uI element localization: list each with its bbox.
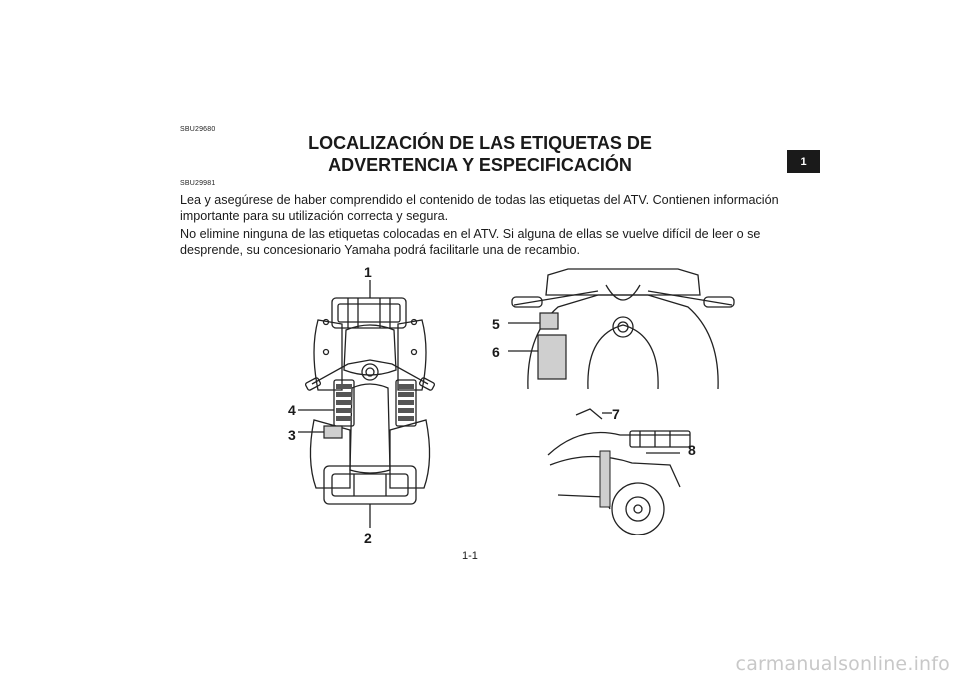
atv-side-illustration <box>540 405 700 535</box>
callout-8: 8 <box>688 442 696 458</box>
page-number: 1-1 <box>462 550 478 562</box>
paragraph-intro: Lea y asegúrese de haber comprendido el contenido de todas las etiquetas del ATV. Contienen información importante para su utilización correcta y segura. <box>180 193 779 223</box>
footer-watermark: carmanualsonline.info <box>735 653 950 675</box>
callout-2: 2 <box>364 530 372 546</box>
page-title <box>180 132 780 176</box>
title-line-1: LOCALIZACIÓN DE LAS ETIQUETAS DE <box>308 133 652 153</box>
callout-7: 7 <box>612 406 620 422</box>
title-line-2: ADVERTENCIA Y ESPECIFICACIÓN <box>328 155 632 175</box>
atv-top-view-illustration <box>290 280 450 530</box>
paragraph-warning: No elimine ninguna de las etiquetas colocadas en el ATV. Si alguna de ellas se vuelve difícil de leer o se desprende, su concesionario Yamaha podrá facilitarle una de recambio. <box>180 227 761 257</box>
callout-5: 5 <box>492 316 500 332</box>
section-code: SBU29680 <box>180 126 216 133</box>
callout-6: 6 <box>492 344 500 360</box>
callout-3: 3 <box>288 427 296 443</box>
callout-1: 1 <box>364 264 372 280</box>
paragraph-code: SBU29981 <box>180 180 216 187</box>
atv-front-illustration <box>508 265 738 390</box>
chapter-tab: 1 <box>787 150 820 173</box>
callout-4: 4 <box>288 402 296 418</box>
